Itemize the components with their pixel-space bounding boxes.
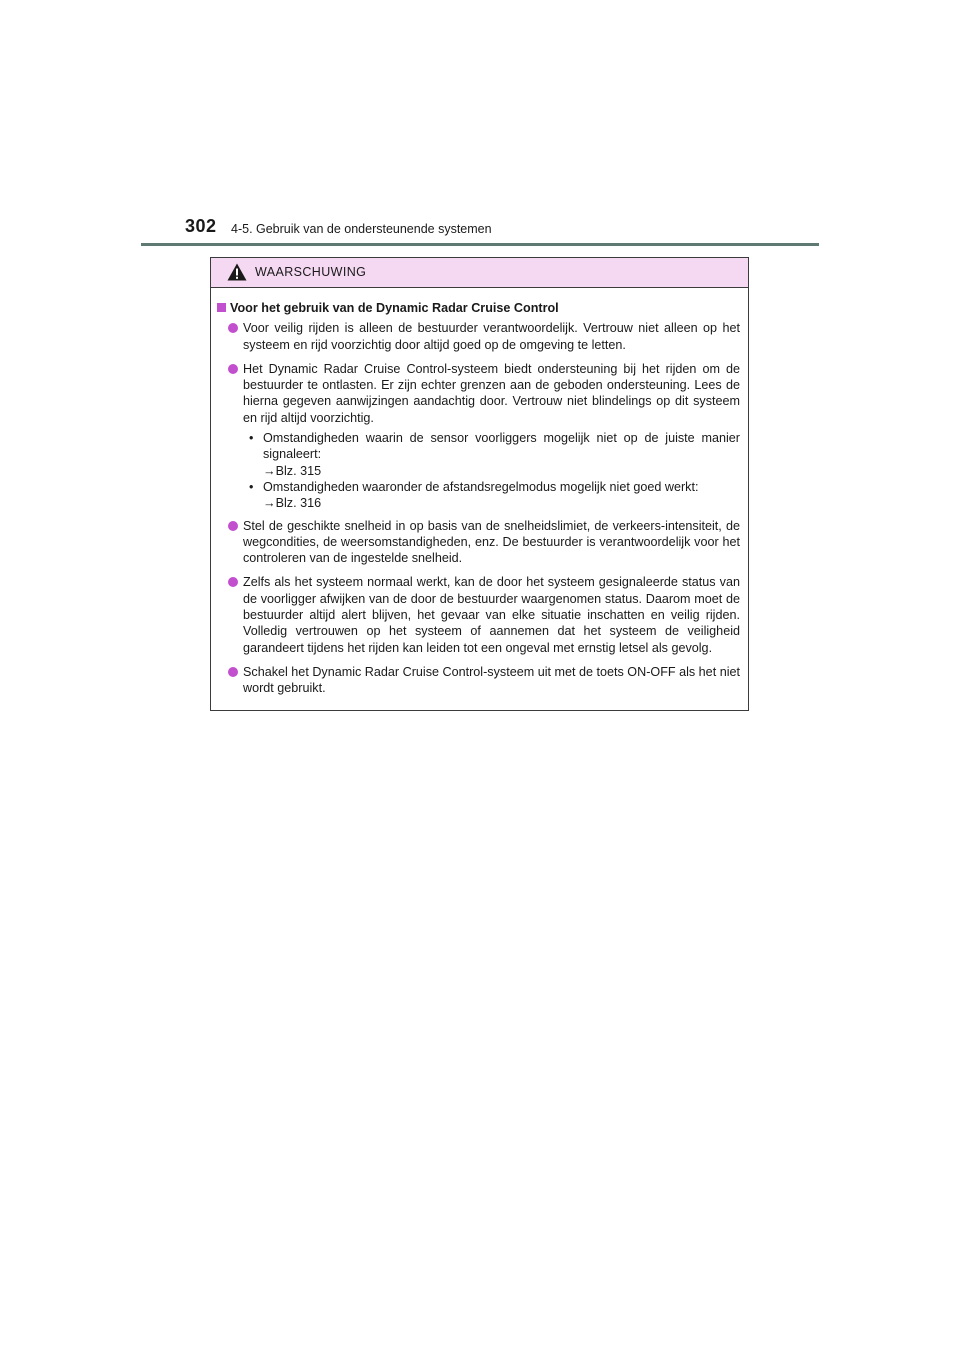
page-number: 302 <box>185 216 217 236</box>
list-item-text: Schakel het Dynamic Radar Cruise Control-systeem uit met de toets ON-OFF als het niet wordt gebruikt. <box>243 664 740 696</box>
list-item-text: Het Dynamic Radar Cruise Control-systeem biedt ondersteuning bij het rijden om de bestuurder te ontlasten. Er zijn echter grenzen aan de geboden ondersteuning. Lees de hierna gegeven aanwijzingen aandachtig door. Vertrouw niet blindelings op dit systeem en rijd altijd voorzichtig. <box>243 361 740 425</box>
circle-bullet-icon <box>228 364 238 374</box>
sub-list-item <box>217 430 740 479</box>
warning-heading-text: Voor het gebruik van de Dynamic Radar Cruise Control <box>230 301 559 315</box>
square-bullet-icon <box>217 303 226 312</box>
list-item-text: Stel de geschikte snelheid in op basis van de snelheidslimiet, de verkeers-intensiteit, de wegcondities, de weersomstandigheden, enz. De bestuurder is verantwoordelijk voor het controleren van de ingestelde snelheid. <box>243 518 740 566</box>
sub-item-text: Omstandigheden waaronder de afstandsregelmodus mogelijk niet goed werkt: <box>263 479 699 494</box>
sub-item-text: Omstandigheden waarin de sensor voorliggers mogelijk niet op de juiste manier signaleert: <box>263 431 740 462</box>
sub-list-item <box>217 479 740 512</box>
page-reference: →Blz. 316 <box>263 496 322 511</box>
section-title: 4-5. Gebruik van de ondersteunende systemen <box>231 222 492 236</box>
sub-list <box>217 430 740 511</box>
list-item <box>217 574 740 655</box>
circle-bullet-icon <box>228 667 238 677</box>
warning-label: WAARSCHUWING <box>255 265 367 279</box>
warning-content <box>211 288 748 697</box>
list-item-text: Voor veilig rijden is alleen de bestuurder verantwoordelijk. Vertrouw niet alleen op het systeem en rijd voorzichtig door altijd goed op de omgeving te letten. <box>243 321 740 352</box>
list-item <box>217 361 740 426</box>
circle-bullet-icon <box>228 521 238 531</box>
circle-bullet-icon <box>228 577 238 587</box>
list-item <box>217 664 740 697</box>
warning-triangle-icon <box>227 263 247 281</box>
dot-bullet-icon: • <box>249 431 254 446</box>
circle-bullet-icon <box>228 323 238 333</box>
page-reference: →Blz. 315 <box>263 463 322 478</box>
warning-heading <box>217 300 740 316</box>
list-item <box>217 320 740 353</box>
dot-bullet-icon: • <box>249 479 254 494</box>
warning-header <box>211 258 748 288</box>
list-item <box>217 518 740 567</box>
warning-box <box>210 257 749 711</box>
header-divider <box>141 243 819 246</box>
list-item-text: Zelfs als het systeem normaal werkt, kan de door het systeem gesignaleerde status van de voorligger afwijken van de door de bestuurder waargenomen status. Daarom moet de bestuurder altijd alert blijven, het gevaar van elke situatie inschatten en veilig rijden. Volledig vertrouwen op het systeem of aannemen dat het systeem de veiligheid garandeert tijdens het rijden kan leiden tot een ongeval met ernstig letsel als gevolg. <box>243 575 740 655</box>
